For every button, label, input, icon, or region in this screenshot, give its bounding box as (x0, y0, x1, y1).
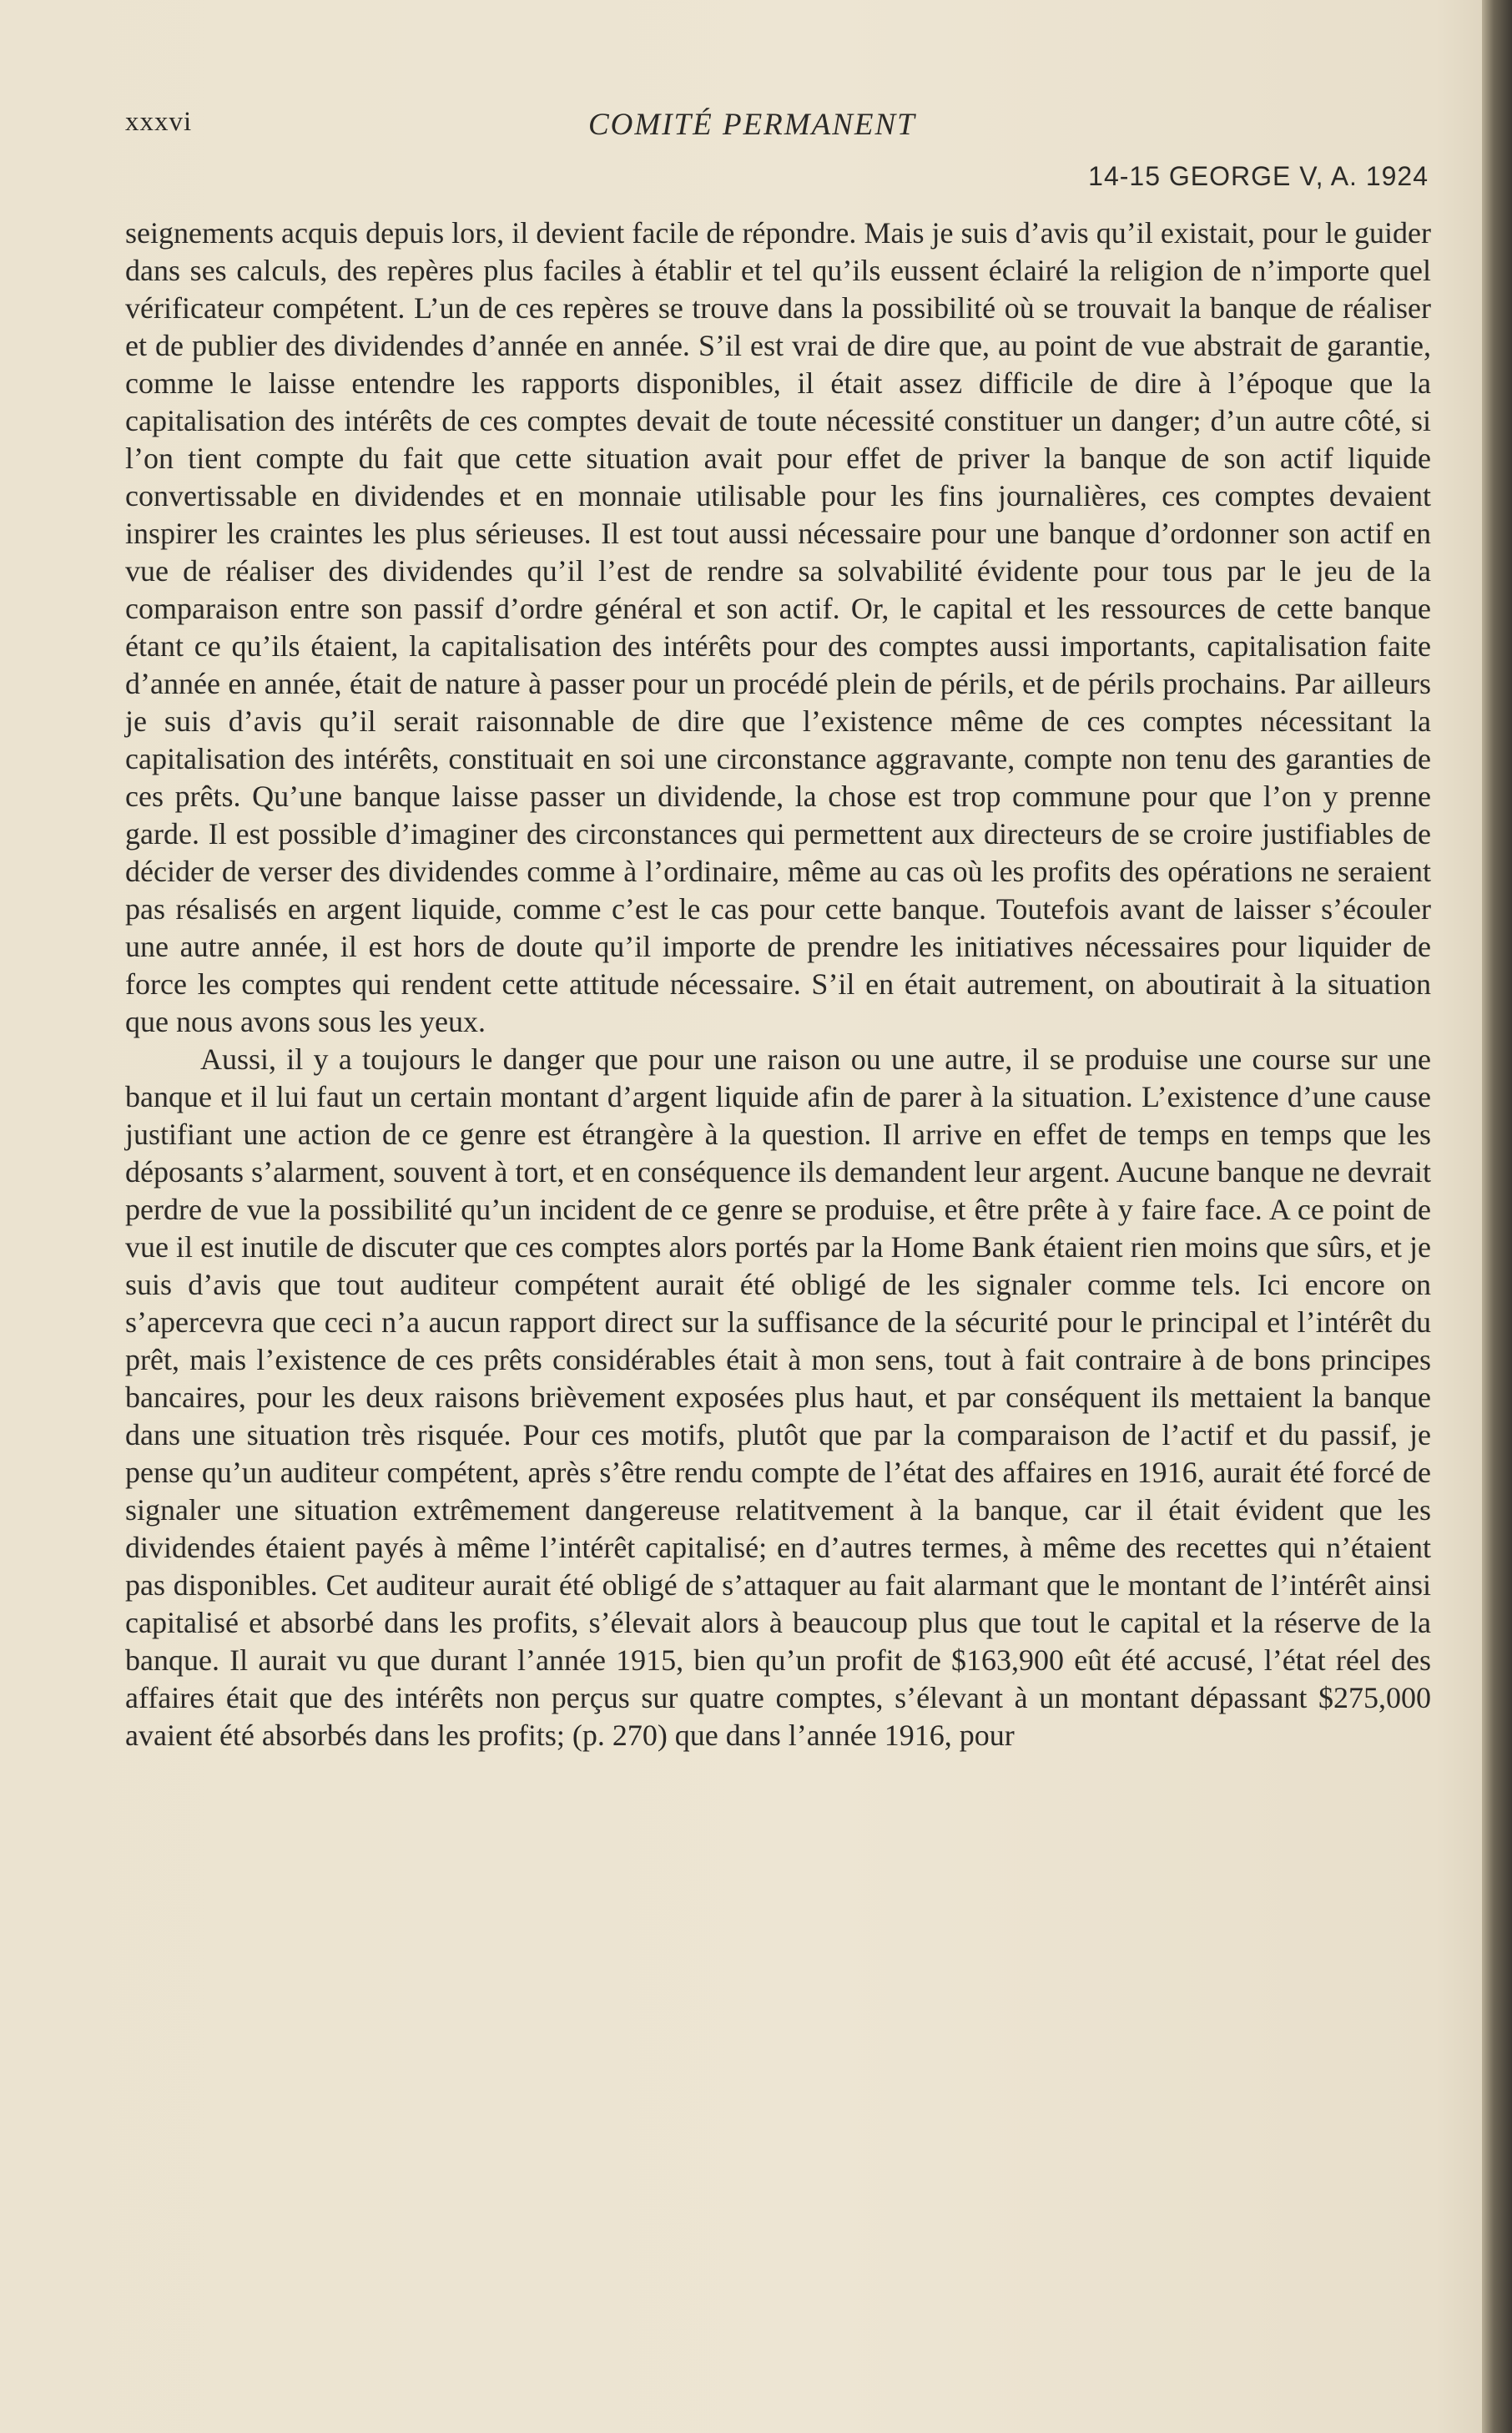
paragraph: seignements acquis depuis lors, il devient facile de répondre. Mais je suis d’avis qu’il existait, pour le guider dans ses calculs, des repères plus faciles à établir et tel qu’ils eussent éclairé la religion de n’importe quel vérificateur compétent. L’un de ces repères se trouve dans la possibilité où se trouvait la banque de réaliser et de publier des dividendes d’année en année. S’il est vrai de dire que, au point de vue abstrait de garantie, comme le laisse entendre les rapports disponibles, il était assez difficile de dire à l’époque que la capitalisation des intérêts de ces comptes devait de toute nécessité constituer un danger; d’un autre côté, si l’on tient compte du fait que cette situation avait pour effet de priver la banque de son actif liquide convertissable en dividendes et en monnaie utilisable pour les fins journalières, ces comptes devaient inspirer les craintes les plus sérieuses. Il est tout aussi nécessaire pour une banque d’ordonner son actif en vue de réaliser des dividendes qu’il l’est de rendre sa solvabilité évidente pour tous par le jeu de la comparaison entre son passif d’ordre général et son actif. Or, le capital et les ressources de cette banque étant ce qu’ils étaient, la capitalisation des intérêts pour des comptes aussi importants, capitalisation faite d’année en année, était de nature à passer pour un procédé plein de périls, et de périls prochains. Par ailleurs je suis d’avis qu’il serait raisonnable de dire que l’existence même de ces comptes nécessitant la capitalisation des intérêts, constituait en soi une circonstance aggravante, compte non tenu des garanties de ces prêts. Qu’une banque laisse passer un dividende, la chose est trop commune pour que l’on y prenne garde. Il est possible d’imaginer des circonstances qui permettent aux directeurs de se croire justifiables de décider de verser des dividendes comme à l’ordinaire, même au cas où les profits des opérations ne seraient pas résalisés en argent liquide, comme c’est le cas pour cette banque. Toutefois avant de laisser s’écouler une autre année, il est hors de doute qu’il importe de prendre les initiatives nécessaires pour liquider de force les comptes qui rendent cette attitude nécessaire. S’il en était autrement, on aboutirait à la situation que nous avons sous les yeux. (125, 216, 1431, 1038)
paragraph: Aussi, il y a toujours le danger que pour une raison ou une autre, il se produise une course sur une banque et il lui faut un certain montant d’argent liquide afin de parer à la situation. L’existence d’une cause justifiant une action de ce genre est étrangère à la question. Il arrive en effet de temps en temps que les déposants s’alarment, souvent à tort, et en conséquence ils demandent leur argent. Aucune banque ne devrait perdre de vue la possibilité qu’un incident de ce genre se produise, et être prête à y faire face. A ce point de vue il est inutile de discuter que ces comptes alors portés par la Home Bank étaient rien moins que sûrs, et je suis d’avis que tout auditeur compétent aurait été obligé de les signaler comme tels. Ici encore on s’apercevra que ceci n’a aucun rapport direct sur la suffisance de la sécurité pour le principal et l’intérêt du prêt, mais l’existence de ces prêts considérables était à mon sens, tout à fait contraire à de bons principes bancaires, pour les deux raisons brièvement exposées plus haut, et par conséquent ils mettaient la banque dans une situation très risquée. Pour ces motifs, plutôt que par la comparaison de l’actif et du passif, je pense qu’un auditeur compétent, après s’être rendu compte de l’état des affaires en 1916, aurait été forcé de signaler une situation extrêmement dangereuse relatitvement à la banque, car il était évident que les dividendes étaient payés à même l’intérêt capitalisé; en d’autres termes, à même des recettes qui n’étaient pas disponibles. Cet auditeur aurait été obligé de s’attaquer au fait alarmant que le montant de l’intérêt ainsi capitalisé et absorbé dans les profits, s’élevait alors à beaucoup plus que tout le capital et la réserve de la banque. Il aurait vu que durant l’année 1915, bien qu’un profit de $163,900 eût été accusé, l’état réel des affaires était que des intérêts non perçus sur quatre comptes, s’élevant à un montant dépassant $275,000 avaient été absorbés dans les profits; (p. 270) que dans l’année 1916, pour (125, 1042, 1431, 1752)
session-reference: 14-15 GEORGE V, A. 1924 (1088, 161, 1429, 191)
page-number: xxxvi (125, 107, 193, 137)
running-title: COMITÉ PERMANENT (588, 108, 916, 142)
page-edge (1482, 0, 1512, 2433)
running-head (125, 107, 1435, 149)
body-text (125, 215, 1431, 1754)
